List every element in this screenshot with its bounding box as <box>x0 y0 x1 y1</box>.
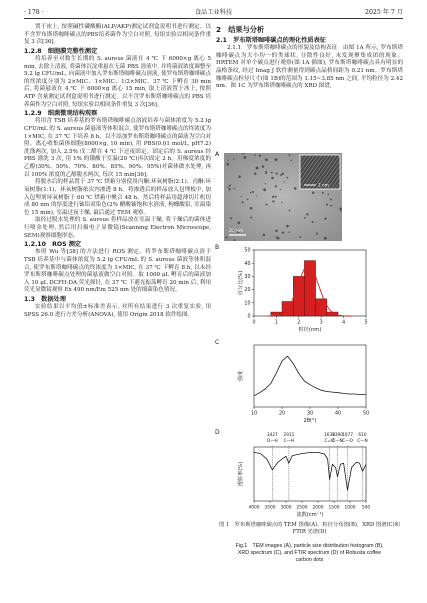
section-heading: 2 结果与分析 <box>216 25 265 34</box>
panel-d-label: D <box>215 429 220 436</box>
section-heading: 1.3 数据处理 <box>24 296 66 303</box>
x-tick-label: 1 <box>274 320 278 326</box>
peak-wavenumber-label: 1639 <box>324 433 336 438</box>
tem-particle <box>250 207 253 210</box>
tem-particle <box>243 156 246 159</box>
paragraph: 将用含 TSB 培养基的罗布斯塔咖啡碳点溶液培养与菌体浓度为 5.2 lg CFU/mL 的 S. aureus 菌悬液等体积混合, 使罗布斯塔咖啡碳点的终浓度为 1×MIC, 在 37 ℃ 下培养 8 h。以不添加罗布斯塔咖啡碳点的菌液为空白对照。离心收集菌体细胞(8000×g, 10 min), 用 PBS(0.01 mol/L, pH7.2)洗涤两次, 加入 2.5% 戊二醛在 4 ℃ 下过夜固定。固定后的 S. aureus 经 PBS 漂洗 3 次, 用 1% 的锇酸于室温(20 ℃)再次固定 2 h。用梯度浓度的乙醇(30%、50%、70%、80%、85%、90%、95%)对菌体做水处理, 再以 100% 浓度的乙醇脱水两次, 每次 15 min[36]。 <box>24 118 211 178</box>
tem-particle <box>275 158 278 161</box>
issue-date: 2025 年 7 月 <box>365 9 403 16</box>
tem-particle <box>275 185 277 187</box>
tem-particle <box>272 200 274 202</box>
tem-particle <box>250 192 251 193</box>
tem-particle <box>324 218 326 220</box>
ftir-line <box>254 452 366 490</box>
x-tick-label: 30 <box>306 411 314 417</box>
x-tick-label: 10 <box>250 411 258 417</box>
tem-particle <box>227 186 229 188</box>
xrd-line <box>254 356 366 396</box>
tem-particle <box>282 232 284 234</box>
x-tick-label: 40 <box>334 411 342 417</box>
x-axis-label: 波数(cm⁻¹) <box>296 512 324 518</box>
tem-particle <box>330 205 332 207</box>
tem-particle <box>229 184 231 186</box>
x-tick-label: 500 <box>361 505 371 511</box>
page-header <box>0 0 427 20</box>
tem-particle <box>316 232 318 234</box>
x-tick-label: 2 <box>297 320 301 326</box>
tem-particle <box>280 174 282 176</box>
tem-particle <box>324 237 327 240</box>
peak-group-label: C—N <box>332 439 343 444</box>
header-rule <box>24 18 403 19</box>
peak-group-label: C=O <box>324 439 335 444</box>
x-tick-label: 50 <box>362 411 370 417</box>
tem-particle <box>265 172 267 174</box>
y-tick-label: 50 <box>244 248 251 254</box>
tem-particle <box>228 188 230 190</box>
tem-particle <box>330 199 332 201</box>
x-tick-label: 2000 <box>312 505 324 511</box>
x-tick-label: 3000 <box>280 505 292 511</box>
y-tick-label: 30 <box>244 275 251 280</box>
tem-particle <box>254 173 257 176</box>
tem-particle <box>247 199 249 201</box>
tem-particle <box>263 188 266 191</box>
paragraph: 置于冰上, 按照碱性磷酸酶(ALP/AKP)测定试剂盒说明书进行测定。以不含罗布斯塔咖啡碳点的PBS培养菌作为空白对照, 每组实验以相同条件重复 3 次[36]。 <box>24 24 211 46</box>
peak-wavenumber-label: 1077 <box>342 433 354 438</box>
panel-b-label: B <box>215 244 220 251</box>
paragraph: 2.1.1 罗布斯塔咖啡碳点的形貌及结构表征 由图 1A 所示, 罗布斯塔咖啡碳点为大小均一的类球状, 分散性良好, 未发现聚集成团的现象。HRTEM 对单个碳点进行观察(图 1A 插图), 罗布斯塔咖啡碳点具有明显的晶格条纹, 经过 Imag J 软件测量得到碳点晶格间距为 0.21 nm。罗布斯塔咖啡碳点粒径尺寸(图 1B)的范围为 1.15~3.85 nm 之间, 平均粒径为 2.42 nm。图 1C 为罗布斯塔咖啡碳点的 XRD 图谱, <box>216 45 403 90</box>
tem-particle <box>286 225 289 228</box>
left-column <box>24 24 211 319</box>
tem-particle <box>280 189 281 190</box>
peak-wavenumber-label: 1390 <box>332 433 343 438</box>
x-tick-label: 20 <box>278 411 286 417</box>
tem-particle <box>340 210 341 211</box>
figure-caption-cn: 图 1 罗布斯塔咖啡碳点的 TEM 图像(A)、粒径分布图(B)、XRD 图谱(C)和 FTIR 光谱(D) <box>219 522 400 535</box>
tem-particle <box>312 191 315 194</box>
section-heading: 1.2.9 细菌微观结构观察 <box>24 110 98 118</box>
tem-particle <box>230 217 232 219</box>
plot-frame <box>254 345 366 407</box>
figure-caption-en-2: XRD spectrum (C), and FTIR spectrum (D) of Robusta coffee <box>237 550 382 556</box>
journal-title: 食品工业科技 <box>194 9 233 16</box>
tem-particle <box>272 196 274 198</box>
x-axis-label: 2θ(°) <box>303 418 317 424</box>
paragraph: 实验结果以平均值±标准差表示, 对所有结果进行 3 次重复实验, 用 SPSS 26.0 进行方差分析(ANOVA), 使用 Origin 2018 软件绘图。 <box>24 304 211 318</box>
tem-particle <box>275 196 277 198</box>
peak-wavenumber-label: 610 <box>358 433 367 438</box>
peak-group-label: C—O <box>342 439 353 444</box>
tem-particle <box>299 236 301 238</box>
peak-wavenumber-label: 2911 <box>283 433 295 438</box>
tem-particle <box>284 181 285 182</box>
tem-particle <box>266 204 268 206</box>
y-tick-label: 40 <box>244 261 251 267</box>
tem-particle <box>286 177 288 179</box>
size-histogram <box>216 244 403 336</box>
y-axis-label: 百分比(%) <box>238 270 244 296</box>
figure-caption-en-1: Fig.1 TEM images (A), particle size distribution histogram (B), <box>235 543 384 549</box>
tem-particle <box>290 160 292 162</box>
panel-c-label: C <box>215 339 220 346</box>
tem-particle <box>271 177 274 180</box>
tem-particle <box>262 165 265 168</box>
figure-1 <box>216 152 403 522</box>
section-heading: 2.1 罗布斯塔咖啡碳点的理化性质表征 <box>216 37 326 44</box>
paragraph: 取经过脱水处理的 S. aureus 将样品放在室温干燥, 将干燥后的菌体进行喷金处理, 然后用扫描电子显微镜(Scanning Electron Microscope, SEM)观察细胞形态。 <box>24 217 211 239</box>
tem-particle <box>238 176 241 179</box>
section-heading: 1.2.8 细胞膜完整性测定 <box>24 47 98 55</box>
x-tick-label: 0 <box>252 320 256 326</box>
y-tick-label: 10 <box>244 301 251 307</box>
histogram-bar <box>304 261 315 316</box>
tem-particle <box>233 158 235 160</box>
tem-particle <box>327 194 329 196</box>
tem-particle <box>227 163 230 166</box>
ftir-chart <box>216 429 403 521</box>
paragraph: 将脱水后的样品置于 37 ℃ 烘箱分别使用丙酮:环氧树脂(2:1)、丙酮:环氧树脂(1:1)、环氧树脂依次内渗透 8 h。将渗透后的样品放入包埋板中, 加入包埋剂环氧树脂于 60 ℃ 烘箱中聚合 48 h。然后将样品用超薄切片机切成 80 nm 的厚度进行铀铅双染色(2% 醋酸铀饱和水溶液, 枸橼酸铅, 室温染色 15 min), 室温过夜干燥, 最后通过 TEM 观察。 <box>24 179 211 216</box>
x-tick-label: 2500 <box>296 505 308 511</box>
tem-particle <box>228 160 229 161</box>
x-tick-label: 4 <box>342 320 346 326</box>
y-axis-label: 透射率(%) <box>238 461 244 487</box>
x-tick-label: 4000 <box>248 505 260 511</box>
tem-particle <box>281 202 282 203</box>
tem-particle <box>254 154 255 155</box>
tem-particle <box>256 195 257 196</box>
inset-scale-label: 2 nm <box>318 182 329 188</box>
tem-particle <box>234 188 235 189</box>
tem-particle <box>289 209 291 211</box>
tem-particle <box>326 204 328 206</box>
tem-particle <box>265 158 268 161</box>
tem-particle <box>289 232 290 233</box>
x-tick-label: 3500 <box>264 505 276 511</box>
y-tick-label: 0 <box>247 314 251 320</box>
y-tick-label: 20 <box>244 288 251 294</box>
paragraph: 将培养至对数生长期的 S. aureus 菌液在 4 ℃ 下 6000×g 离心 5 min, 去除上清液, 将菌体沉淀重悬在无菌 PBS 溶液中, 并将菌液浓度调整至 5.2 lg CFU/mL, 向菌液中加入罗布斯塔咖啡碳点溶液, 使罗布斯塔咖啡碳点的终浓度分别为 2×MIC、1×MIC、1/2×MIC。37 ℃ 下孵育 30 min 后, 将菌悬液在 4 ℃ 下 6000×g 离心 15 min, 取上清液置于冰上, 按照 ATP 含量测定试剂盒说明书进行测定。以不含罗布斯塔咖啡碳点的 PBS 培养菌作为空白对照, 每组实验以相同条件重复 3 次[36]。 <box>24 55 211 108</box>
x-tick-label: 1000 <box>344 505 356 511</box>
peak-wavenumber-label: 3427 <box>266 433 278 438</box>
tem-particle <box>242 201 244 203</box>
tem-particle <box>256 167 259 170</box>
tem-particle <box>225 236 227 238</box>
tem-image <box>224 153 342 241</box>
page-number: · 178 · <box>24 9 44 16</box>
tem-particle <box>289 154 291 156</box>
tem-particle <box>259 154 261 156</box>
panel-a-label: A <box>215 151 220 158</box>
plot-frame <box>254 447 366 501</box>
tem-particle <box>263 234 266 237</box>
tem-particle <box>277 237 280 240</box>
tem-particle <box>250 216 252 218</box>
right-column <box>216 24 403 91</box>
y-axis-label: 强度 <box>238 370 244 382</box>
scale-bar-label: 20 nm <box>229 229 244 234</box>
peak-group-label: C—N <box>357 439 368 444</box>
tem-particle <box>276 172 278 174</box>
xrd-chart <box>216 339 403 424</box>
tem-particle <box>306 213 308 215</box>
x-tick-label: 3 <box>319 320 323 326</box>
figure-caption-en-3: carbon dots <box>295 557 324 563</box>
tem-particle <box>271 172 273 174</box>
tem-particle <box>294 187 297 190</box>
x-tick-label: 5 <box>364 320 368 326</box>
peak-group-label: C—H <box>283 439 295 444</box>
tem-particle <box>275 229 278 232</box>
section-heading: 1.2.10 ROS 测定 <box>24 241 82 249</box>
tem-particle <box>241 196 242 197</box>
tem-particle <box>265 183 266 184</box>
x-axis-label: 粒径(nm) <box>298 327 322 333</box>
tem-particle <box>322 192 324 194</box>
tem-particle <box>237 221 240 224</box>
paragraph: 参照 Wu 等[38] 的方法进行 ROS 测定。将罗布斯塔咖啡碳点溶于 TSB 培养基中与菌体浓度为 5.2 lg CFU/mL 的 S. aureus 菌液等体积混合, 使罗布斯塔咖啡碳点的终浓度为 1×MIC, 在 37 ℃ 下孵育 8 h, 以未经罗布斯塔咖啡碳点处理的菌悬液做空白对照。取 1000 μL 孵育后的菌液加入 10 μL DCFH-DA 荧光探针, 在 37 ℃ 下避光振荡孵育 20 min 后, 利用荧光显微镜观察 Ex 490 nm/Em 525 nm 处的细菌染色情况。 <box>24 249 211 294</box>
x-tick-label: 1500 <box>328 505 340 511</box>
peak-group-label: O—H <box>266 439 278 444</box>
tem-particle <box>312 221 314 223</box>
tem-particle <box>304 217 306 219</box>
tem-particle <box>252 191 254 193</box>
